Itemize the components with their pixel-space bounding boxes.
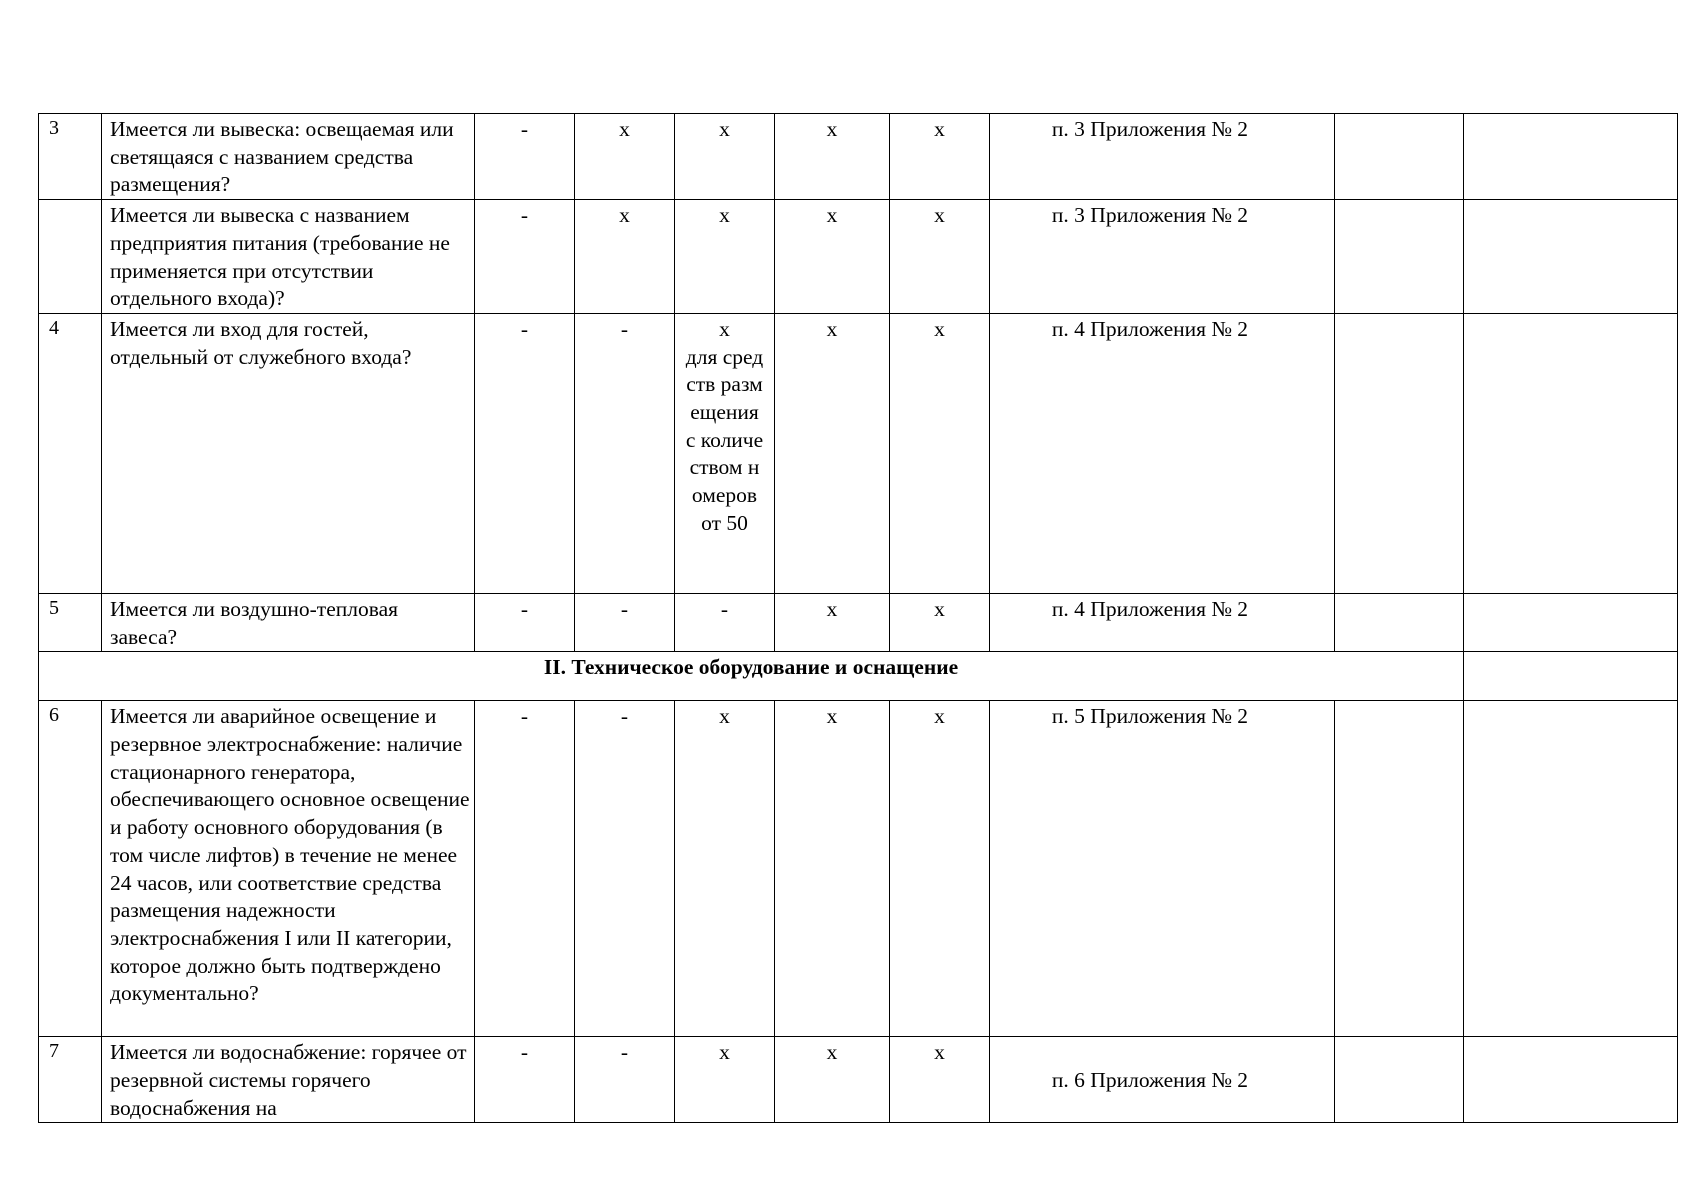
criteria-table	[38, 113, 1678, 1123]
mark-cell: x	[890, 1037, 990, 1123]
mark-cell: x	[890, 313, 990, 593]
mark-cell: x	[890, 593, 990, 651]
mark-cell: x	[575, 114, 675, 200]
reference-cell: п. 3 Приложения № 2	[990, 200, 1335, 314]
row-number	[39, 200, 102, 314]
mark-value: x	[719, 316, 730, 341]
empty-cell	[1335, 593, 1464, 651]
mark-cell: x	[775, 114, 890, 200]
question-cell: Имеется ли воздушно-тепловая завеса?	[102, 593, 475, 651]
section-row	[39, 652, 1678, 701]
mark-cell: -	[475, 593, 575, 651]
table-row	[39, 593, 1678, 651]
reference-cell	[990, 1037, 1335, 1123]
question-cell: Имеется ли вход для гостей, отдельный от служебного входа?	[102, 313, 475, 593]
table-row	[39, 701, 1678, 1037]
spacer	[990, 1039, 1310, 1067]
mark-cell: x	[775, 1037, 890, 1123]
empty-cell	[1335, 313, 1464, 593]
reference-text: п. 6 Приложения № 2	[1051, 1068, 1249, 1093]
empty-cell	[1335, 114, 1464, 200]
empty-cell	[1464, 114, 1678, 200]
question-cell: Имеется ли аварийное освещение и резервное электроснабжение: наличие стационарного генератора, обеспечивающего основное освещение и работу основного оборудования (в том числе лифтов) в течение не менее 24 часов, или соответствие средства размещения надежности электроснабжения I или II категории, которое должно быть подтверждено документально?	[102, 701, 475, 1037]
reference-cell: п. 5 Приложения № 2	[990, 701, 1335, 1037]
row-number: 3	[39, 114, 102, 200]
table-row	[39, 1037, 1678, 1123]
mark-cell: x	[890, 701, 990, 1037]
mark-cell: x	[890, 114, 990, 200]
empty-cell	[1335, 200, 1464, 314]
row-number: 7	[39, 1037, 102, 1123]
reference-cell: п. 4 Приложения № 2	[990, 593, 1335, 651]
mark-cell: x	[675, 114, 775, 200]
empty-cell	[1335, 1037, 1464, 1123]
mark-cell: -	[475, 1037, 575, 1123]
mark-cell: -	[675, 593, 775, 651]
reference-cell: п. 3 Приложения № 2	[990, 114, 1335, 200]
mark-cell: x	[775, 313, 890, 593]
mark-cell: -	[475, 114, 575, 200]
empty-cell	[1335, 701, 1464, 1037]
mark-cell: x	[675, 701, 775, 1037]
mark-cell: -	[475, 313, 575, 593]
empty-cell	[1464, 701, 1678, 1037]
mark-cell: x	[775, 593, 890, 651]
mark-cell: x	[775, 701, 890, 1037]
table-row	[39, 114, 1678, 200]
empty-cell	[1464, 313, 1678, 593]
reference-cell: п. 4 Приложения № 2	[990, 313, 1335, 593]
mark-cell: -	[575, 593, 675, 651]
empty-cell	[1464, 1037, 1678, 1123]
mark-cell: -	[575, 1037, 675, 1123]
mark-cell: x	[575, 200, 675, 314]
question-cell: Имеется ли вывеска с названием предприятия питания (требование не применяется при отсутствии отдельного входа)?	[102, 200, 475, 314]
mark-cell-with-note	[675, 313, 775, 593]
mark-cell: -	[475, 701, 575, 1037]
row-number: 4	[39, 313, 102, 593]
table-row	[39, 313, 1678, 593]
empty-cell	[1464, 593, 1678, 651]
mark-cell: x	[675, 1037, 775, 1123]
mark-cell: x	[675, 200, 775, 314]
section-heading: II. Техническое оборудование и оснащение	[39, 652, 1464, 701]
mark-cell: x	[775, 200, 890, 314]
question-cell: Имеется ли вывеска: освещаемая или светящаяся с названием средства размещения?	[102, 114, 475, 200]
mark-cell: -	[475, 200, 575, 314]
mark-cell: -	[575, 701, 675, 1037]
mark-note: для средств размещения с количеством номеров от 50	[685, 344, 764, 535]
row-number: 6	[39, 701, 102, 1037]
mark-cell: -	[575, 313, 675, 593]
table-row	[39, 200, 1678, 314]
question-cell: Имеется ли водоснабжение: горячее от резервной системы горячего водоснабжения на	[102, 1037, 475, 1123]
empty-cell	[1464, 200, 1678, 314]
mark-cell: x	[890, 200, 990, 314]
empty-cell	[1464, 652, 1678, 701]
row-number: 5	[39, 593, 102, 651]
